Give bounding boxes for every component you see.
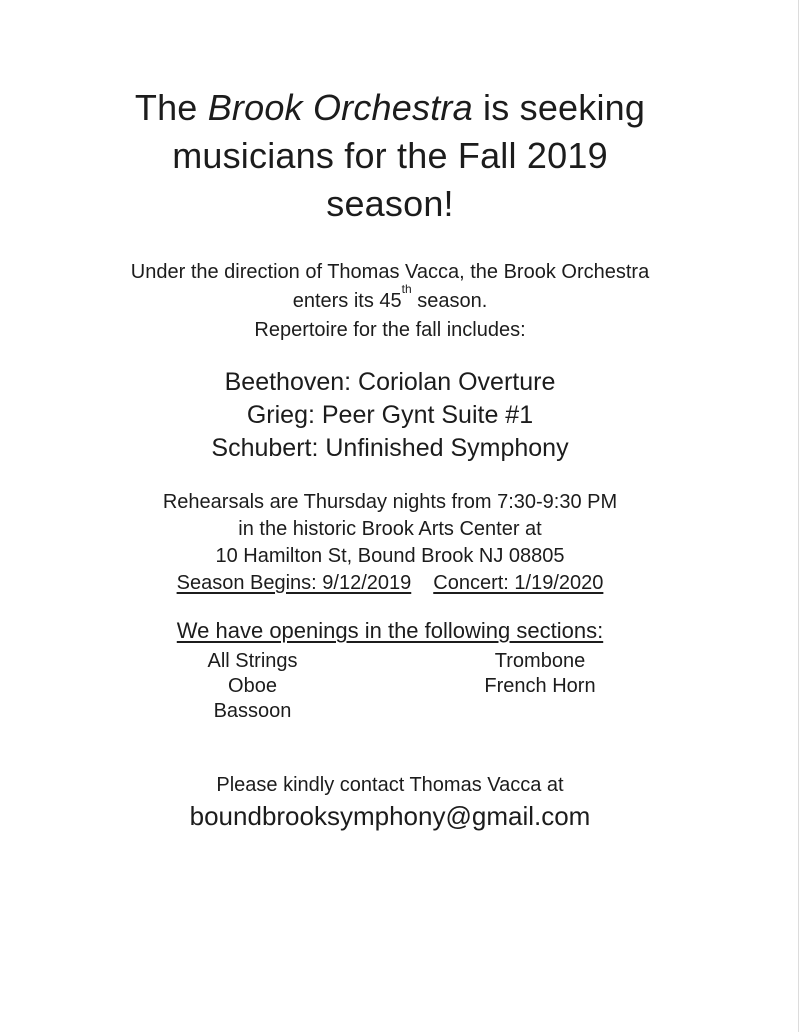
- contact-section: [0, 772, 780, 832]
- title-line-1-post: is seeking: [472, 87, 646, 128]
- title-line-1: [0, 84, 780, 132]
- repertoire-item: Schubert: Unfinished Symphony: [211, 434, 569, 462]
- flyer-title: [0, 84, 780, 228]
- repertoire-list: [0, 366, 780, 465]
- openings-item: All Strings: [207, 650, 298, 672]
- openings-item: French Horn: [484, 675, 596, 697]
- orchestra-name-italic: Brook Orchestra: [207, 87, 473, 128]
- intro-line-2-pre: enters its 45: [292, 290, 402, 312]
- logistics-line-1: Rehearsals are Thursday nights from 7:30-9:30 PM: [162, 491, 618, 513]
- repertoire-item: Grieg: Peer Gynt Suite #1: [246, 401, 534, 429]
- openings-item: Trombone: [494, 650, 586, 672]
- title-line-1-pre: The: [134, 87, 208, 128]
- openings-left-column: [130, 649, 375, 724]
- title-line-2: musicians for the Fall 2019: [172, 135, 608, 176]
- openings-item: Bassoon: [213, 700, 292, 722]
- intro-line-1: Under the direction of Thomas Vacca, the Brook Orchestra: [130, 261, 650, 283]
- contact-email: boundbrooksymphony@gmail.com: [189, 801, 591, 831]
- season-begins-date: Season Begins: 9/12/2019: [176, 572, 412, 594]
- intro-line-2-post: season.: [411, 290, 488, 312]
- logistics-line-2: in the historic Brook Arts Center at: [238, 518, 542, 540]
- logistics-dates-line: [0, 570, 780, 597]
- openings-heading-text: We have openings in the following sections:: [176, 618, 604, 643]
- logistics-paragraph: [0, 489, 780, 597]
- openings-right-column: [415, 649, 665, 699]
- logistics-line-3: 10 Hamilton St, Bound Brook NJ 08805: [215, 545, 565, 567]
- ordinal-superscript: th: [401, 282, 412, 297]
- intro-line-3: Repertoire for the fall includes:: [254, 319, 526, 341]
- intro-paragraph: [0, 258, 780, 345]
- openings-item: Oboe: [228, 675, 277, 697]
- intro-line-2: [0, 282, 780, 316]
- contact-line: Please kindly contact Thomas Vacca at: [216, 774, 564, 796]
- concert-date: Concert: 1/19/2020: [433, 572, 604, 594]
- openings-section: [0, 618, 780, 644]
- title-line-3: season!: [326, 183, 454, 224]
- repertoire-item: Beethoven: Coriolan Overture: [224, 368, 556, 396]
- page-right-edge-line: [798, 0, 799, 1032]
